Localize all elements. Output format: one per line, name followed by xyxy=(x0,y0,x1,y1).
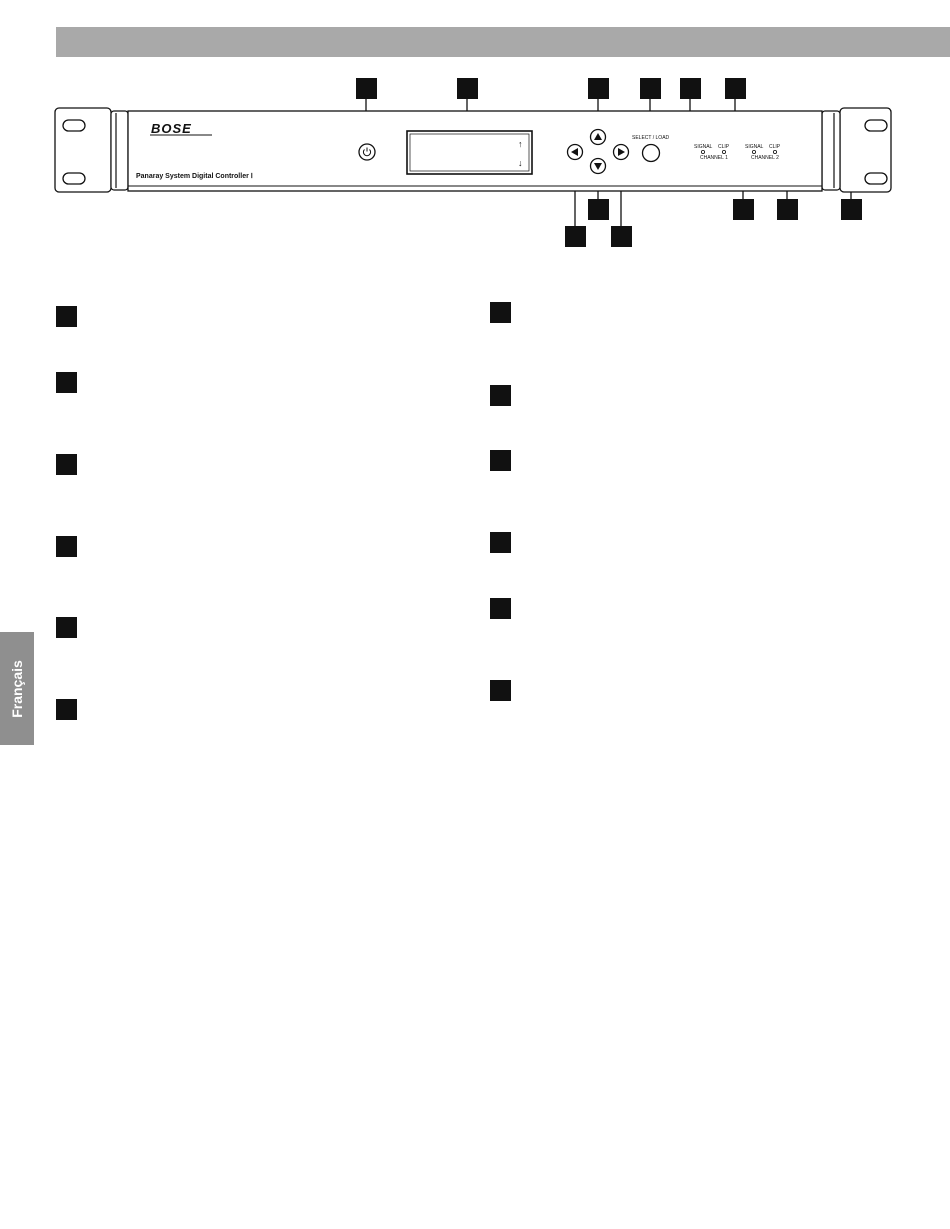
ch1-clip-label: CLIP xyxy=(718,144,730,150)
nav-up-button[interactable] xyxy=(591,130,606,145)
callout-ch2-signal xyxy=(733,199,754,220)
ch2-signal-led xyxy=(752,150,755,153)
left-mount-slot-top xyxy=(63,120,85,131)
legend-marker xyxy=(490,302,511,323)
display-up-arrow: ↑ xyxy=(518,139,523,149)
front-panel-diagram xyxy=(0,0,950,300)
legend-marker xyxy=(56,306,77,327)
lcd-display xyxy=(407,131,532,174)
right-handle xyxy=(822,111,840,190)
ch2-clip-label: CLIP xyxy=(769,144,781,150)
nav-down-button[interactable] xyxy=(591,159,606,174)
legend-marker xyxy=(490,532,511,553)
language-side-tab xyxy=(0,632,34,745)
legend-marker xyxy=(490,385,511,406)
legend-marker xyxy=(56,454,77,475)
ch1-name: CHANNEL 1 xyxy=(700,155,728,161)
legend-marker xyxy=(56,372,77,393)
left-mount-slot-bottom xyxy=(63,173,85,184)
right-mount-slot-bottom xyxy=(865,173,887,184)
callout-ch1-signal xyxy=(680,78,701,99)
nav-right-button[interactable] xyxy=(614,145,629,160)
power-button[interactable] xyxy=(359,144,375,160)
legend-marker xyxy=(56,699,77,720)
ch1-signal-label: SIGNAL xyxy=(694,144,713,150)
left-handle xyxy=(111,111,128,190)
callout-select-load xyxy=(640,78,661,99)
ch1-signal-led xyxy=(701,150,704,153)
ch2-name: CHANNEL 2 xyxy=(751,155,779,161)
callout-handle xyxy=(841,199,862,220)
legend-marker xyxy=(56,617,77,638)
callout-down xyxy=(588,199,609,220)
legend-marker xyxy=(490,680,511,701)
ch2-signal-label: SIGNAL xyxy=(745,144,764,150)
legend-marker xyxy=(490,450,511,471)
callout-left xyxy=(565,226,586,247)
model-name: Panaray System Digital Controller Ⅰ xyxy=(136,173,253,180)
callout-power xyxy=(356,78,377,99)
callout-ch1-clip xyxy=(725,78,746,99)
callout-right xyxy=(611,226,632,247)
ch2-clip-led xyxy=(773,150,776,153)
legend-marker xyxy=(490,598,511,619)
language-tab-label: Français xyxy=(9,659,25,718)
bose-logo: BOSE xyxy=(151,121,192,136)
ch1-clip-led xyxy=(722,150,725,153)
callout-ch2-clip xyxy=(777,199,798,220)
legend-marker xyxy=(56,536,77,557)
select-load-label: SELECT / LOAD xyxy=(632,135,670,141)
nav-left-button[interactable] xyxy=(568,145,583,160)
callout-display xyxy=(457,78,478,99)
callout-up xyxy=(588,78,609,99)
right-mount-slot-top xyxy=(865,120,887,131)
display-down-arrow: ↓ xyxy=(518,158,523,168)
select-load-button[interactable] xyxy=(643,145,660,162)
